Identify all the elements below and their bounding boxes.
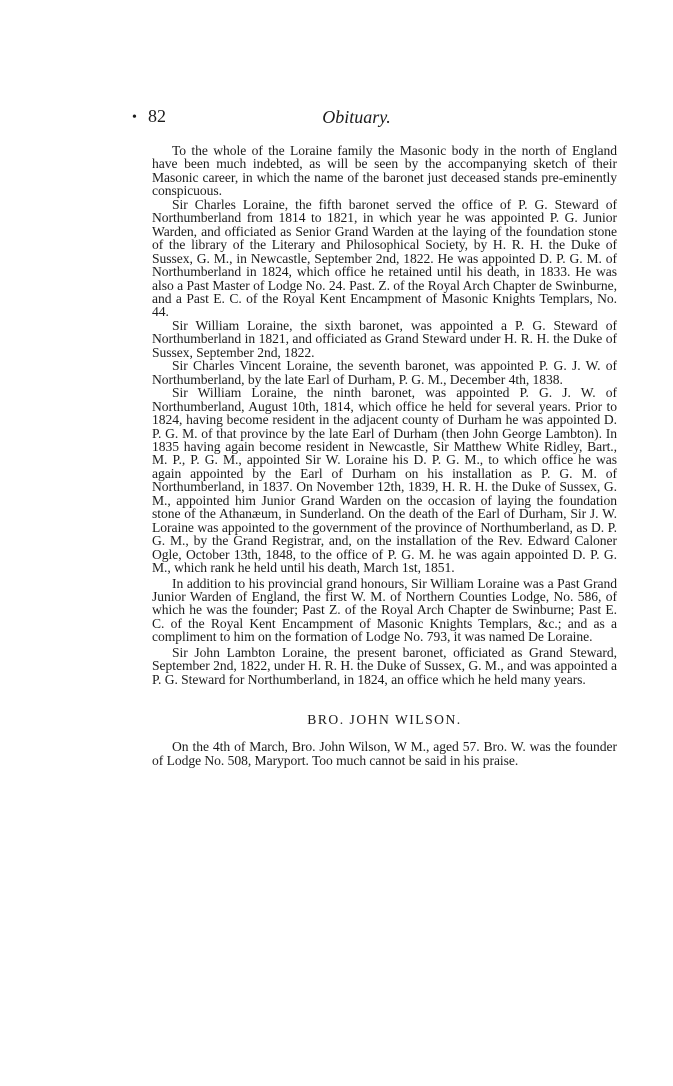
paragraph-sir-william-loraine-ninth: Sir William Loraine, the ninth baronet, was appointed P. G. J. W. of Northumberland, August 10th, 1814, which office he held for several years. Prior to 1824, having become resident in the adjacent county of Durham he was appointed D. P. G. M. of that province by the late Earl of Durham (then John George Lambton). In 1835 having again become resident in Newcastle, Sir Matthew White Ridley, Bart., M. P., P. G. M., appointed Sir W. Loraine his D. P. G. M., to which office he was again appointed by the Earl of Durham on his installation as P. G. M. of Northumberland, in 1837. On November 12th, 1839, H. R. H. the Duke of Sussex, G. M., appointed him Junior Grand Warden on the occasion of laying the foundation stone of the Athanæum, in Sunderland. On the death of the Earl of Durham, Sir J. W. Loraine was appointed to the government of the province of Northumberland, as D. P. G. M., by the Grand Registrar, and, on the installation of the Rev. Edward Caloner Ogle, October 13th, 1848, to the office of P. G. M. he was again appointed D. P. G. M., which rank he held until his death, March 1st, 1851.: [152, 385, 617, 576]
margin-bullet: •: [132, 110, 137, 125]
paragraph-sir-william-loraine-sixth: Sir William Loraine, the sixth baronet, was appointed a P. G. Steward of Northumberland in 1821, and officiated as Grand Steward under H. R. H. the Duke of Sussex, September 2nd, 1822.: [152, 317, 617, 360]
paragraph-sir-charles-loraine: Sir Charles Loraine, the fifth baronet served the office of P. G. Steward of Northumberland from 1814 to 1821, in which year he was appointed P. G. Junior Warden, and officiated as Senior Grand Warden at the laying of the foundation stone of the library of the Literary and Philosophical Society, by H. R. H. the Duke of Sussex, G. M., in Newcastle, September 2nd, 1822. He was appointed D. P. G. M. of Northumberland in 1824, which office he retained until his death, in 1833. He was also a Past Master of Lodge No. 24. Past. Z. of the Royal Arch Chapter de Swinburne, and a Past E. C. of the Royal Kent Encampment of Masonic Knights Templars, No. 44.: [152, 196, 617, 320]
running-title: Obituary.: [322, 107, 391, 127]
paragraph-sir-charles-vincent-loraine: Sir Charles Vincent Loraine, the seventh baronet, was appointed P. G. J. W. of Northumberland, by the late Earl of Durham, P. G. M., December 4th, 1838.: [152, 358, 617, 387]
page-body: [152, 144, 617, 767]
paragraph-intro: To the whole of the Loraine family the Masonic body in the north of England have been much indebted, as will be seen by the accompanying sketch of their Masonic career, in which the name of the baronet just deceased stands pre-eminently conspicuous.: [152, 143, 617, 199]
paragraph-provincial-honours: In addition to his provincial grand honours, Sir William Loraine was a Past Grand Junior Warden of England, the first W. M. of Northern Counties Lodge, No. 586, of which he was the founder; Past Z. of the Royal Arch Chapter de Swinburne; Past E. C. of the Royal Kent Encampment of Masonic Knights Templars, &c.; and as a compliment to him on the formation of Lodge No. 793, it was named De Loraine.: [152, 575, 617, 645]
paragraph-sir-john-lambton-loraine: Sir John Lambton Loraine, the present baronet, officiated as Grand Steward, September 2nd, 1822, under H. R. H. the Duke of Sussex, G. M., and was appointed a P. G. Steward for Northumberland, in 1824, an office which he held many years.: [152, 644, 617, 687]
paragraph-john-wilson: On the 4th of March, Bro. John Wilson, W M., aged 57. Bro. W. was the founder of Lodge No. 508, Maryport. Too much cannot be said in his praise.: [152, 739, 617, 768]
page-number: 82: [148, 106, 166, 126]
section-heading-john-wilson: BRO. JOHN WILSON.: [307, 712, 462, 728]
page-header: [132, 106, 581, 132]
